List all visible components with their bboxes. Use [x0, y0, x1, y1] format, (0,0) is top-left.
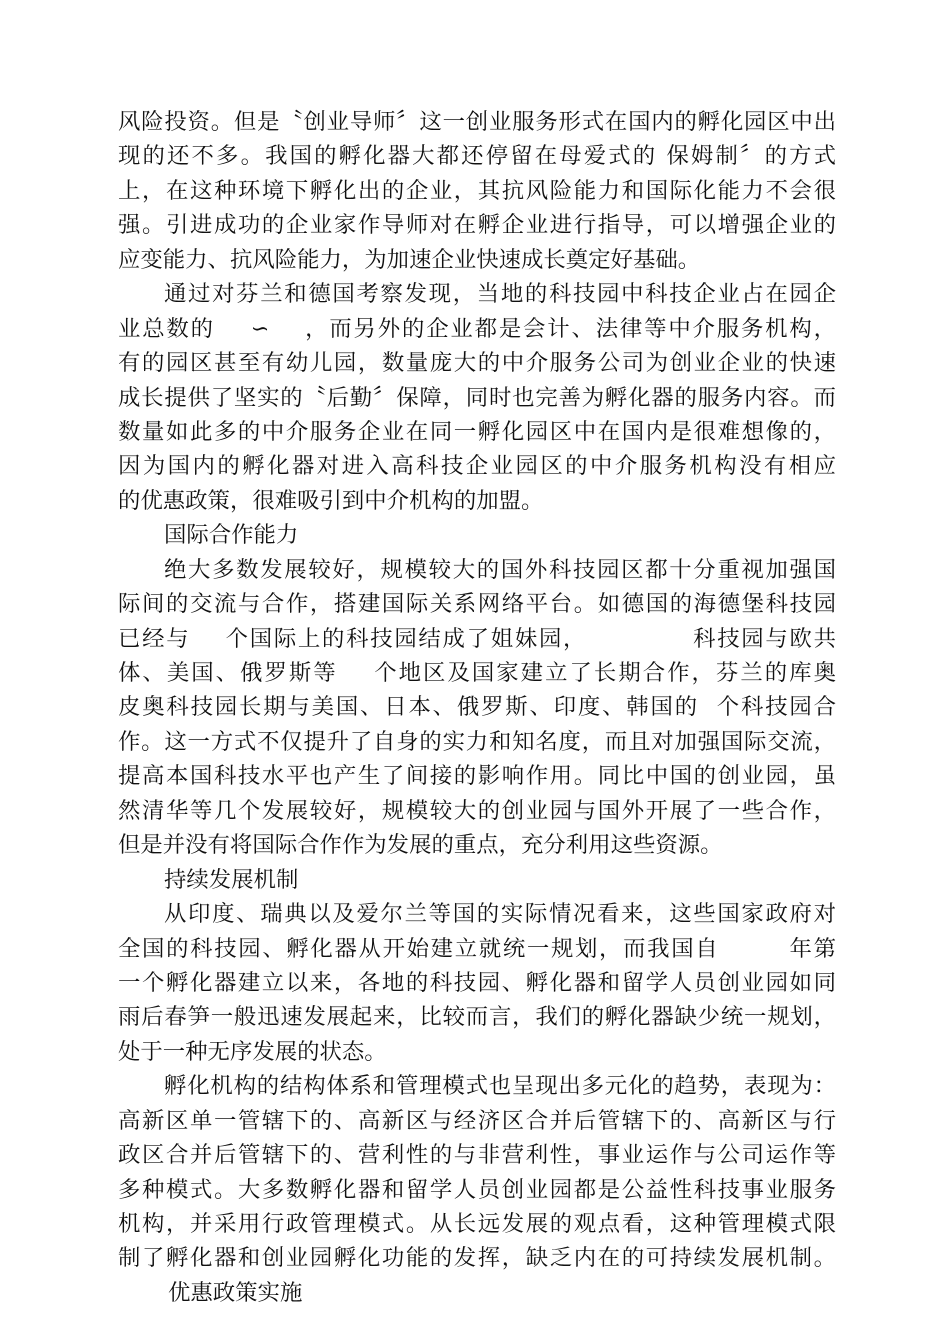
text-line: 全国的科技园、孵化器从开始建立就统一规划，而我国自 年第	[118, 935, 836, 962]
text-line: 多种模式。大多数孵化器和留学人员创业园都是公益性科技事业服务	[118, 1176, 836, 1203]
text-line: 数量如此多的中介服务企业在同一孵化园区中在国内是很难想像的，	[118, 418, 836, 445]
text-line: 孵化机构的结构体系和管理模式也呈现出多元化的趋势，表现为：	[164, 1073, 836, 1100]
text-line: 已经与 个国际上的科技园结成了姐妹园， 科技园与欧共	[118, 625, 836, 652]
text-line: 际间的交流与合作，搭建国际关系网络平台。如德国的海德堡科技园	[118, 591, 836, 618]
text-line: 然清华等几个发展较好，规模较大的创业园与国外开展了一些合作，	[118, 797, 836, 824]
text-line: 现的还不多。我国的孵化器大都还停留在母爱式的 保姆制〞的方式	[118, 143, 836, 170]
text-line: 雨后春笋一般迅速发展起来，比较而言，我们的孵化器缺少统一规划，	[118, 1004, 836, 1031]
text-line: 政区合并后管辖下的、营利性的与非营利性，事业运作与公司运作等	[118, 1142, 836, 1169]
section-heading: 国际合作能力	[164, 522, 299, 549]
text-line: 高新区单一管辖下的、高新区与经济区合并后管辖下的、高新区与行	[118, 1107, 836, 1134]
text-line: 一个孵化器建立以来，各地的科技园、孵化器和留学人员创业园如同	[118, 969, 836, 996]
text-line: 业总数的 ∽ ，而另外的企业都是会计、法律等中介服务机构，	[118, 315, 836, 342]
section-heading: 持续发展机制	[164, 866, 299, 893]
text-line: 通过对芬兰和德国考察发现，当地的科技园中科技企业占在园企	[164, 281, 836, 308]
text-line: 应变能力、抗风险能力，为加速企业快速成长奠定好基础。	[118, 246, 701, 273]
text-line: 但是并没有将国际合作作为发展的重点，充分利用这些资源。	[118, 832, 723, 859]
text-line: 上，在这种环境下孵化出的企业，其抗风险能力和国际化能力不会很	[118, 177, 836, 204]
text-line: 从印度、瑞典以及爱尔兰等国的实际情况看来，这些国家政府对	[164, 901, 836, 928]
text-line: 制了孵化器和创业园孵化功能的发挥，缺乏内在的可持续发展机制。	[118, 1245, 836, 1272]
text-line: 风险投资。但是〝创业导师〞这一创业服务形式在国内的孵化园区中出	[118, 109, 836, 135]
text-line: 作。这一方式不仅提升了自身的实力和知名度，而且对加强国际交流，	[118, 728, 836, 755]
document-page	[118, 105, 836, 1310]
text-line: 提高本国科技水平也产生了间接的影响作用。同比中国的创业园，虽	[118, 763, 836, 790]
text-line: 绝大多数发展较好，规模较大的国外科技园区都十分重视加强国	[164, 556, 836, 583]
text-line: 强。引进成功的企业家作导师对在孵企业进行指导，可以增强企业的	[118, 212, 836, 239]
text-line: 处于一种无序发展的状态。	[118, 1038, 387, 1065]
text-line: 成长提供了坚实的〝后勤〞保障，同时也完善为孵化器的服务内容。而	[118, 384, 836, 411]
text-line: 皮奥科技园长期与美国、日本、俄罗斯、印度、韩国的 个科技园合	[118, 694, 836, 721]
text-line: 因为国内的孵化器对进入高科技企业园区的中介服务机构没有相应	[118, 453, 836, 480]
text-line: 的优惠政策，很难吸引到中介机构的加盟。	[118, 487, 544, 514]
text-line: 体、美国、俄罗斯等 个地区及国家建立了长期合作，芬兰的库奥	[118, 660, 836, 686]
text-line: 机构，并采用行政管理模式。从长远发展的观点看，这种管理模式限	[118, 1211, 836, 1237]
text-line: 有的园区甚至有幼儿园，数量庞大的中介服务公司为创业企业的快速	[118, 350, 836, 377]
section-heading: 优惠政策实施	[168, 1279, 303, 1306]
